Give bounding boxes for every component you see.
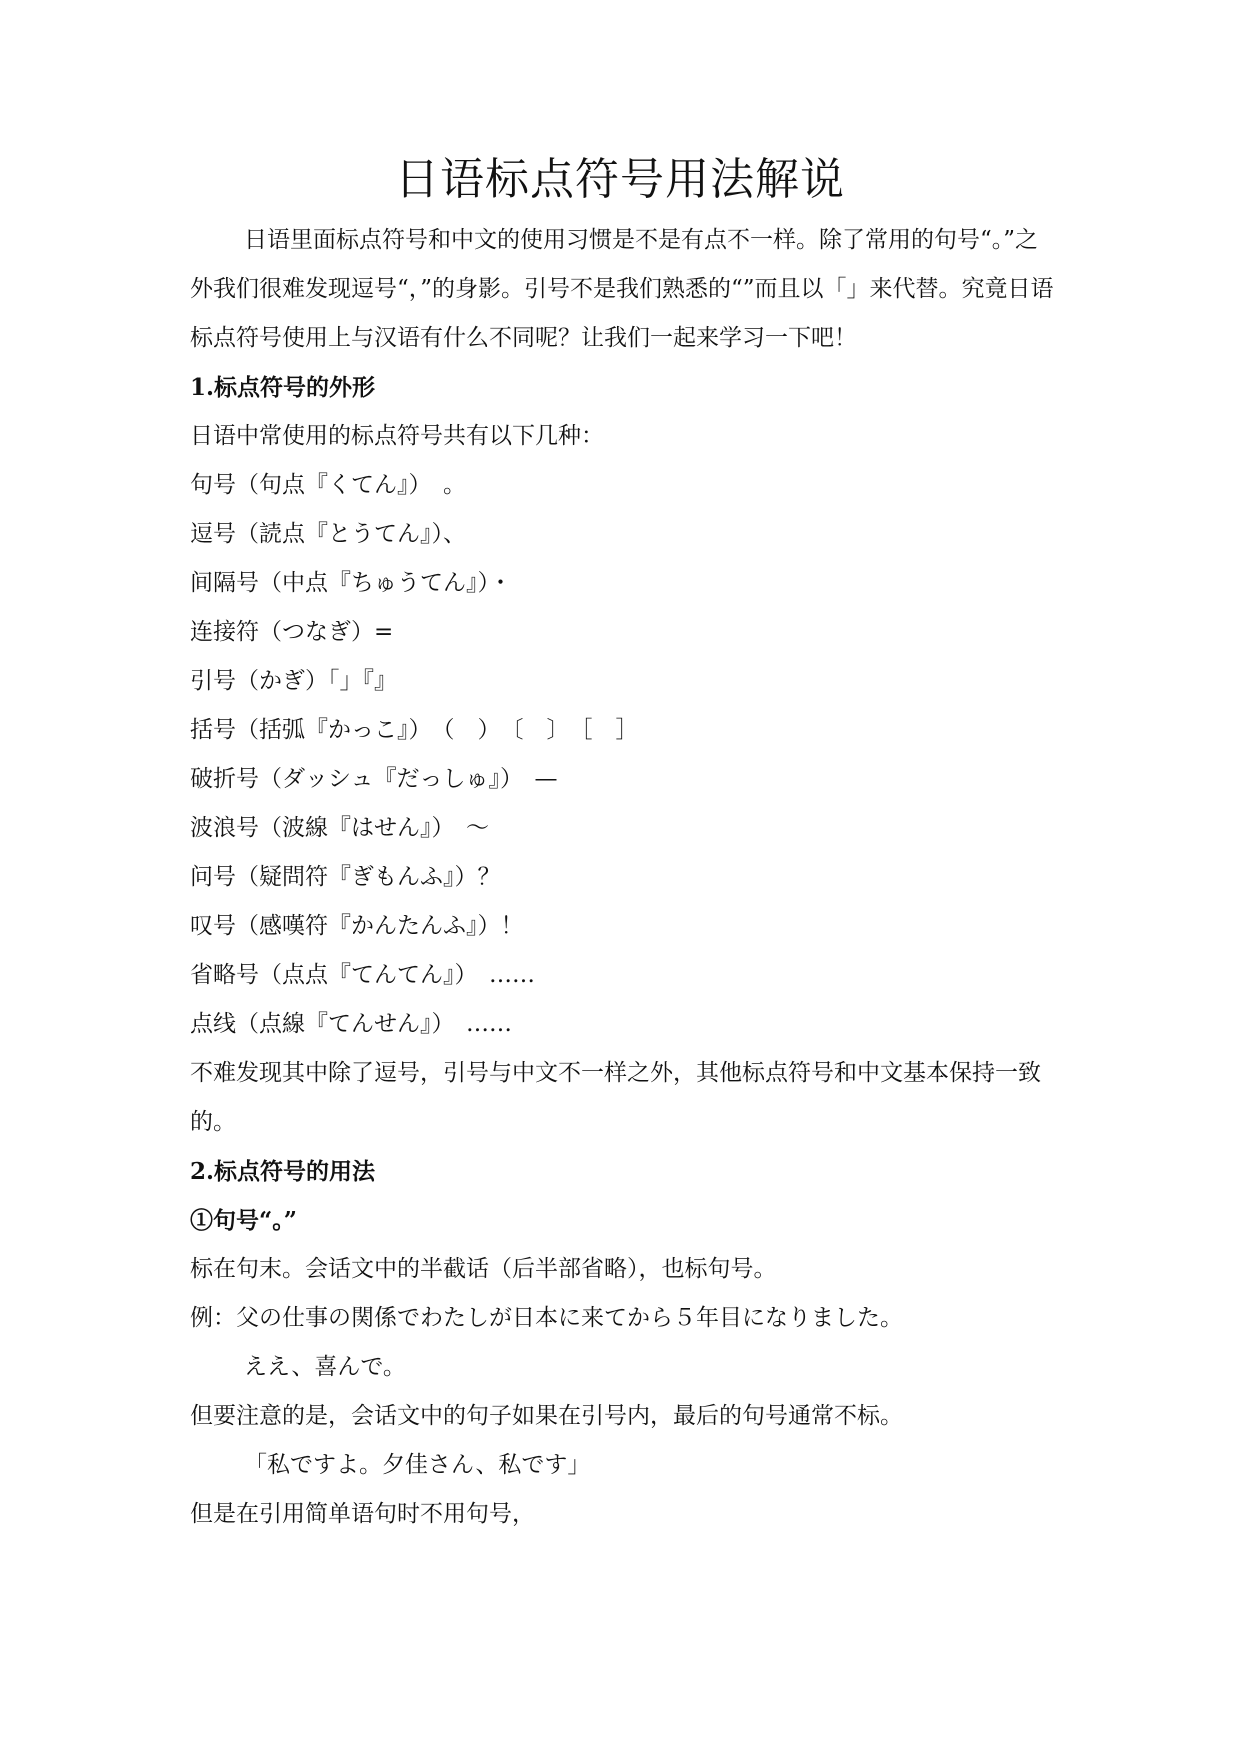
punctuation-item: 破折号（ダッシュ『だっしゅ』） — — [190, 766, 558, 792]
punctuation-item: 括号（括弧『かっこ』） （ ） 〔 〕 ［ ］ — [190, 717, 639, 743]
punctuation-item: 省略号（点点『てんてん』） …… — [190, 962, 535, 988]
punctuation-item: 波浪号（波線『はせん』） ～ — [190, 815, 489, 841]
punctuation-item: 引号（かぎ）「」『』 — [190, 668, 397, 694]
period-subheading: ①句号“。” — [190, 1207, 297, 1234]
intro-paragraph: 日语里面标点符号和中文的使用习惯是不是有点不一样。除了常用的句号“。”之外我们很难发现逗号“，”的身影。引号不是我们熟悉的“”而且以「」来代替。究竟日语标点符号使用上与汉语有什么不同呢？让我们一起来学习一下吧！ — [190, 227, 1054, 351]
period-usage-note: 但是在引用简单语句时不用句号， — [190, 1501, 535, 1527]
punctuation-item: 连接符（つなぎ）= — [190, 619, 394, 645]
period-usage-text: 标在句末。会话文中的半截话（后半部省略），也标句号。 — [190, 1256, 777, 1282]
section2-heading: 2.标点符号的用法 — [190, 1158, 376, 1185]
document-title: 日语标点符号用法解说 — [395, 154, 845, 205]
section1-conclusion: 不难发现其中除了逗号，引号与中文不一样之外，其他标点符号和中文基本保持一致的。 — [190, 1060, 1041, 1135]
example-sentence: 例：父の仕事の関係でわたしが日本に来てから５年目になりました。 — [190, 1305, 903, 1331]
section1-lead: 日语中常使用的标点符号共有以下几种： — [190, 423, 604, 449]
example-sentence: ええ、喜んで。 — [244, 1354, 406, 1380]
period-usage-note: 但要注意的是，会话文中的句子如果在引号内，最后的句号通常不标。 — [190, 1403, 903, 1429]
section1-heading: 1.标点符号的外形 — [190, 374, 376, 401]
punctuation-item: 句号（句点『くてん』） 。 — [190, 472, 466, 498]
document-body — [190, 216, 1060, 1539]
punctuation-item: 问号（疑問符『ぎもんふ』）？ — [190, 864, 501, 890]
punctuation-item: 点线（点線『てんせん』） …… — [190, 1011, 512, 1037]
punctuation-item: 逗号（読点『とうてん』）、 — [190, 521, 466, 547]
punctuation-item: 叹号（感嘆符『かんたんふ』）！ — [190, 913, 524, 939]
example-sentence: 「私ですよ。夕佳さん、私です」 — [244, 1452, 591, 1478]
punctuation-item: 间隔号（中点『ちゅうてん』）・ — [190, 570, 512, 596]
